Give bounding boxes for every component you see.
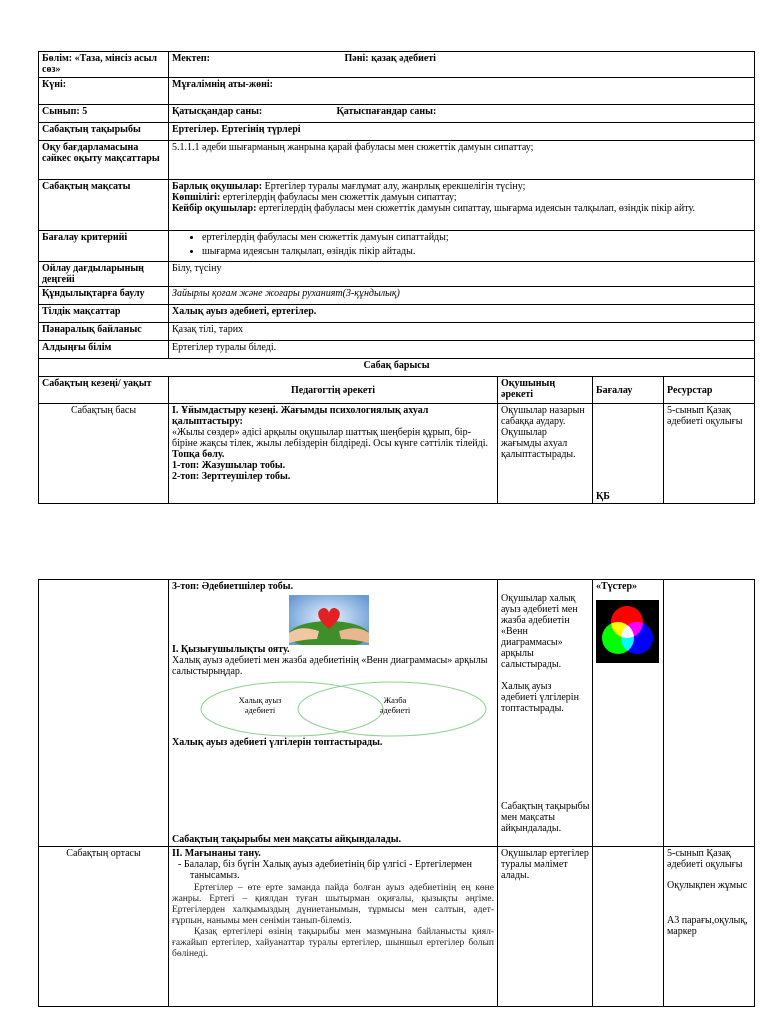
rgb-circles-icon bbox=[596, 600, 659, 663]
lang-value: Халық ауыз әдебиеті, ертегілер. bbox=[169, 305, 755, 323]
topic-label: Сабақтың тақырыбы bbox=[39, 123, 169, 141]
middle-res-1: 5-сынып Қазақ әдебиеті оқулығы bbox=[667, 848, 743, 870]
cont-student-1: Оқушылар халық ауыз әдебиеті мен жазба әдебиетін «Венн диаграммасы» арқылы салыстырады. bbox=[501, 593, 578, 670]
col-student: Оқушының әрекеті bbox=[498, 377, 593, 404]
venn-left-label: Халық ауыз әдебиеті bbox=[238, 695, 282, 715]
values-value: Зайырлы қоғам және жоғары руханият(3-құндылық) bbox=[169, 287, 755, 305]
group-3: 3-топ: Әдебиетшілер тобы. bbox=[172, 581, 294, 592]
interest-heading: I. Қызығушылықты ояту. bbox=[172, 644, 290, 655]
grade-label: Сынып: 5 bbox=[39, 105, 169, 123]
prior-value: Ертегілер туралы біледі. bbox=[169, 341, 755, 359]
start-heading: I. Ұйымдастыру кезеңі. Жағымды психологиялық ахуал қалыптастыру: bbox=[172, 405, 429, 427]
start-teacher bbox=[169, 404, 498, 504]
cont-stage bbox=[39, 580, 169, 847]
goal-most-label: Көпшілігі: bbox=[172, 192, 221, 203]
goal-most: ертегілердің фабуласы мен сюжеттік дамуын сипаттау; bbox=[220, 192, 457, 203]
goals-label: Сабақтың мақсаты bbox=[39, 180, 169, 231]
topic-goal: Сабақтың тақырыбы мен мақсаты айқындалады. bbox=[172, 834, 401, 845]
absent-label: Қатыспағандар саны: bbox=[336, 106, 437, 117]
topic-value: Ертегілер. Ертегінің түрлері bbox=[169, 123, 755, 141]
flow-title: Сабақ барысы bbox=[39, 359, 755, 377]
school-label: Мектеп: bbox=[172, 53, 210, 64]
hands-heart-image bbox=[172, 592, 494, 644]
colors-method-label: «Түстер» bbox=[596, 581, 638, 592]
col-teacher: Педагогтің әрекеті bbox=[169, 377, 498, 404]
thinking-value: Білу, түсіну bbox=[169, 262, 755, 287]
program-value: 5.1.1.1 әдеби шығарманың жанрына қарай фабуласы мен сюжеттік дамуын сипаттау; bbox=[169, 141, 755, 180]
cont-student-3: Сабақтың тақырыбы мен мақсаты айқындалады. bbox=[501, 801, 590, 834]
col-assess: Бағалау bbox=[593, 377, 664, 404]
lesson-plan-table bbox=[38, 51, 755, 504]
criteria-item: • шығарма идеясын талқылап, өзіндік пікір айтады. bbox=[202, 246, 751, 257]
date-label: Күні: bbox=[39, 78, 169, 105]
goal-all: Ертегілер туралы мағлұмат алу, жанрлық ерекшелігін түсіну; bbox=[262, 181, 526, 192]
middle-res-3: А3 парағы,оқулық, маркер bbox=[667, 915, 748, 937]
criteria-label: Бағалау критерийі bbox=[39, 231, 169, 262]
cont-resources bbox=[664, 580, 755, 847]
cont-assess bbox=[593, 580, 664, 847]
prior-label: Алдыңғы білім bbox=[39, 341, 169, 359]
middle-stage: Сабақтың ортасы bbox=[39, 847, 169, 1007]
venn-diagram bbox=[172, 677, 494, 737]
criteria-value bbox=[169, 231, 755, 262]
school-subject-cell bbox=[169, 52, 755, 78]
middle-res-2: Оқулықпен жұмыс bbox=[667, 880, 748, 891]
goal-some: ертегілердің фабуласы мен сюжеттік дамуын сипаттау, шығарма идеясын талқылап, өзіндік пікір айту. bbox=[256, 203, 695, 214]
groups-title: Топқа бөлу. bbox=[172, 449, 225, 460]
group-samples: Халық ауыз әдебиеті үлгілерін топтастырады. bbox=[172, 737, 383, 748]
start-resources: 5-сынып Қазақ әдебиеті оқулығы bbox=[664, 404, 755, 504]
middle-student: Оқушылар ертегілер туралы мәлімет алады. bbox=[498, 847, 593, 1007]
inter-value: Қазақ тілі, тарих bbox=[169, 323, 755, 341]
program-label: Оқу бағдарламасына сәйкес оқыту мақсаттары bbox=[39, 141, 169, 180]
group-1: 1-топ: Жазушылар тобы. bbox=[172, 460, 286, 471]
start-text: «Жылы сөздер» әдісі арқылы оқушылар шаттық шеңберін құрып, бір-біріне жақсы тілек, жылы лебіздерін білдіреді. Осы күнге сәттілік тілейді. bbox=[172, 427, 489, 449]
cont-student bbox=[498, 580, 593, 847]
col-stage: Сабақтың кезеңі/ уақыт bbox=[39, 377, 169, 404]
middle-heading: II. Мағынаны тану. bbox=[172, 848, 261, 859]
attendance-cell bbox=[169, 105, 755, 123]
inter-label: Пәнаралық байланыс bbox=[39, 323, 169, 341]
start-assess: ҚБ bbox=[593, 404, 664, 504]
present-label: Қатысқандар саны: bbox=[172, 106, 263, 117]
lesson-plan-table-continued bbox=[38, 579, 755, 1007]
middle-intro: - Балалар, біз бүгін Халық ауыз әдебиетінің бір үлгісі - Ертегілермен танысамыз. bbox=[190, 859, 494, 881]
cont-student-2: Халық ауыз әдебиеті үлгілерін топтастырады. bbox=[501, 681, 579, 714]
goal-some-label: Кейбір оқушылар: bbox=[172, 203, 257, 214]
subject-label: Пәні: қазақ әдебиеті bbox=[344, 53, 436, 64]
group-2: 2-топ: Зерттеушілер тобы. bbox=[172, 471, 291, 482]
start-stage: Сабақтың басы bbox=[39, 404, 169, 504]
middle-quote-1: Ертегілер – өте ерте заманда пайда болған ауыз әдебиетінің ең көне жанры. Ертегі – қиялдан туған шытырман оқиғалы, қызықты әңгіме. Ертегілерден халқымыздың дүниетанымын, тұрмысы мен салтын, әдет-ғұрпын, нанымы мен сенімін танып-білеміз. bbox=[172, 883, 494, 926]
interest-text: Халық ауыз әдебиеті мен жазба әдебиетінің «Венн диаграммасы» арқылы салыстырыңдар. bbox=[172, 655, 488, 677]
cont-teacher bbox=[169, 580, 498, 847]
lang-label: Тілдік мақсаттар bbox=[39, 305, 169, 323]
section-cell: Бөлім: «Таза, мінсіз асыл сөз» bbox=[39, 52, 169, 78]
thinking-label: Ойлау дағдыларының деңгейі bbox=[39, 262, 169, 287]
criteria-item: • ертегілердің фабуласы мен сюжеттік дамуын сипаттайды; bbox=[202, 232, 751, 243]
teacher-label: Мұғалімнің аты-жөні: bbox=[169, 78, 755, 105]
start-student: Оқушылар назарын сабаққа аудару. Оқушылар жағымды ахуал қалыптастырады. bbox=[498, 404, 593, 504]
middle-quote-2: Қазақ ертегілері өзінің тақырыбы мен мазмұнына байланысты қиял-ғажайып ертегілер, хайуанаттар туралы ертегілер, шыншыл ертегілер болып бөлінеді. bbox=[172, 927, 494, 959]
middle-teacher bbox=[169, 847, 498, 1007]
heart-hands-icon bbox=[289, 595, 369, 645]
goals-value bbox=[169, 180, 755, 231]
goal-all-label: Барлық оқушылар: bbox=[172, 181, 263, 192]
values-label: Құндылықтарға баулу bbox=[39, 287, 169, 305]
middle-assess bbox=[593, 847, 664, 1007]
col-resources: Ресурстар bbox=[664, 377, 755, 404]
venn-right-label: Жазба әдебиеті bbox=[379, 695, 411, 715]
middle-resources bbox=[664, 847, 755, 1007]
